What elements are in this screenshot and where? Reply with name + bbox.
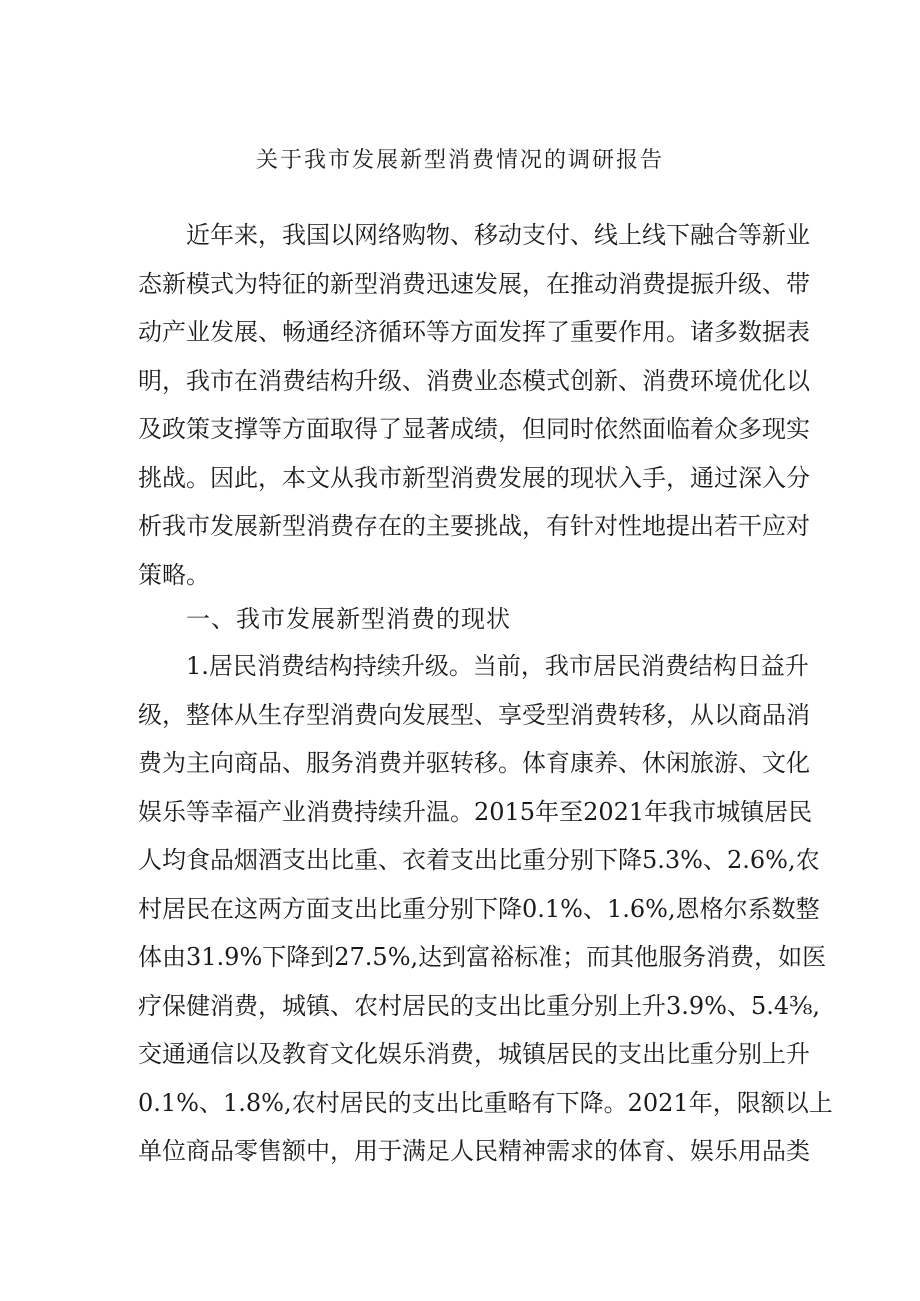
intro-text-line: 明 ， 我 市 在 消 费 结 构 升 级 、 消 费 业 态 模 式 创 新 、 消 费 环 境 优 化 以 [138, 366, 810, 395]
section-text-line: 单 位 商 品 零 售 额 中 ， 用 于 满 足 人 民 精 神 需 求 的 体 育 、 娱 乐 用 品 类 [138, 1137, 810, 1165]
section-heading: 一、我市发展新型消费的现状 [186, 605, 511, 633]
page-title: 关于我市发展新型消费情况的调研报告 [255, 148, 664, 173]
section-text-line: 村 居 民 在 这 两 方 面 支 出 比 重 分 别 下 降 0.1% 、 1.6% , 恩 格 尔 系 数 整 [138, 894, 820, 923]
section-text-line: 1. 居 民 消 费 结 构 持 续 升 级 。 当 前 ， 我 市 居 民 消 费 结 构 日 益 升 [186, 652, 809, 680]
intro-text-line: 策略。 [138, 560, 210, 589]
section-text-line: 娱 乐 等 幸 福 产 业 消 费 持 续 升 温 。 2015 年 至 2021 年 我 市 城 镇 居 民 [138, 797, 813, 826]
section-text-line: 费 为 主 向 商 品 、 服 务 消 费 并 驱 转 移 。 体 育 康 养 、 休 闲 旅 游 、 文 化 [138, 749, 810, 777]
intro-text-line: 态 新 模 式 为 特 征 的 新 型 消 费 迅 速 发 展 ， 在 推 动 消 费 提 振 升 级 、 带 [138, 269, 810, 298]
section-text-line: 人 均 食 品 烟 酒 支 出 比 重 、 衣 着 支 出 比 重 分 别 下 降 5.3% 、 2.6% , 农 [138, 846, 820, 874]
section-text-line: 疗 保 健 消 费 ， 城 镇 、 农 村 居 民 的 支 出 比 重 分 别 上 升 3.9% 、 5.4⅜ , [138, 991, 821, 1020]
intro-text-line: 近 年 来 ， 我 国 以 网 络 购 物 、 移 动 支 付 、 线 上 线 下 融 合 等 新 业 [186, 221, 810, 249]
section-text-line: 体 由 31.9% 下 降 到 27.5% , 达 到 富 裕 标 准 ； 而 其 他 服 务 消 费 ， 如 医 [138, 943, 827, 971]
intro-text-line: 动 产 业 发 展 、 畅 通 经 济 循 环 等 方 面 发 挥 了 重 要 作 用 。 诸 多 数 据 表 [138, 318, 810, 346]
intro-text-line: 挑 战 。 因 此 ， 本 文 从 我 市 新 型 消 费 发 展 的 现 状 入 手 ， 通 过 深 入 分 [138, 463, 810, 492]
section-text-line: 0.1% 、 1.8% , 农 村 居 民 的 支 出 比 重 略 有 下 降 。 2021 年 ， 限 额 以 上 [138, 1088, 833, 1117]
intro-text-line: 析 我 市 发 展 新 型 消 费 存 在 的 主 要 挑 战 ， 有 针 对 性 地 提 出 若 干 应 对 [138, 512, 810, 540]
section-text-line: 交 通 通 信 以 及 教 育 文 化 娱 乐 消 费 ， 城 镇 居 民 的 支 出 比 重 分 别 上 升 [138, 1040, 810, 1068]
intro-text-line: 及 政 策 支 撑 等 方 面 取 得 了 显 著 成 绩 ， 但 同 时 依 然 面 临 着 众 多 现 实 [138, 415, 810, 443]
section-text-line: 级 ， 整 体 从 生 存 型 消 费 向 发 展 型 、 享 受 型 消 费 转 移 ， 从 以 商 品 消 [138, 700, 810, 729]
